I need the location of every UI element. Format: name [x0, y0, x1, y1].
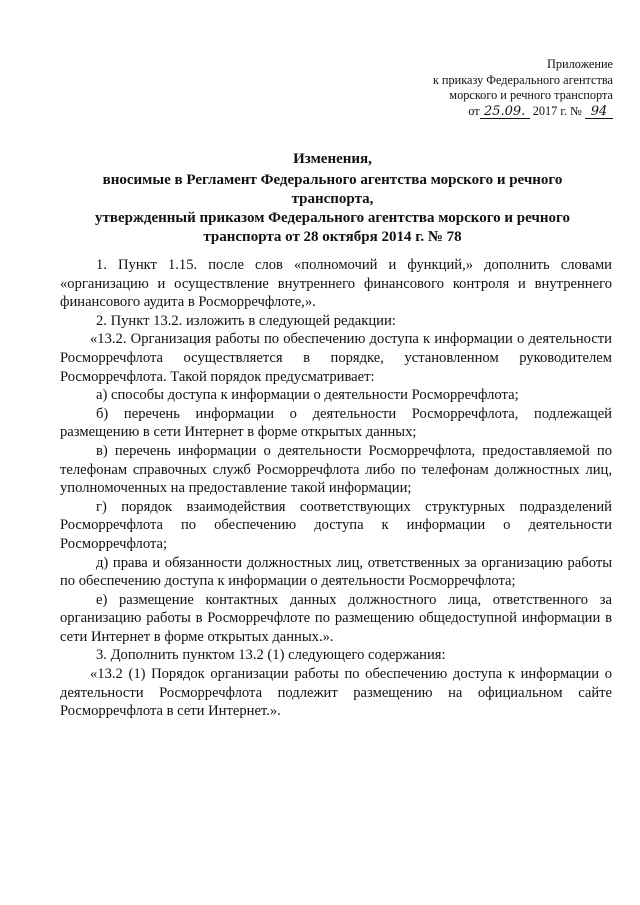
appendix-header: [383, 57, 613, 119]
paragraph-1: 1. Пункт 1.15. после слов «полномочий и функций,» дополнить словами «организацию и осуществление внутреннего финансового контроля и внутреннего финансового аудита в Росморречфлоте,».: [60, 257, 612, 311]
title-line-3: транспорта от 28 октября 2014 г. № 78: [203, 229, 462, 245]
handwritten-number: 94: [585, 105, 613, 119]
list-item-v: в) перечень информации о деятельности Росморречфлота, предоставляемой по телефонам справочных служб Росморречфлота либо по телефонам должностных лиц, уполномоченных на предоставление такой информации;: [60, 442, 612, 497]
appendix-order-ref: к приказу Федерального агентства: [432, 72, 613, 87]
appendix-date-line: [383, 104, 613, 120]
handwritten-date: 25.09.: [480, 105, 530, 119]
title-line-1: вносимые в Регламент Федерального агентства морского и речного транспорта,: [102, 172, 563, 207]
appendix-label: Приложение: [547, 57, 613, 71]
paragraph-2: 2. Пункт 13.2. изложить в следующей редакции:: [96, 312, 396, 329]
list-item-e: е) размещение контактных данных должностного лица, ответственного за организацию работы в Росморречфлоте по размещению общедоступной информации в сети Интернет в форме открытых данных.».: [60, 591, 612, 645]
document-body: [60, 256, 612, 721]
list-item-d: д) права и обязанности должностных лиц, ответственных за организацию работы по обеспечению доступа к информации о деятельности Росморречфлота;: [60, 554, 612, 590]
document-title: [60, 150, 605, 247]
year-text: 2017 г. №: [532, 103, 582, 118]
list-item-g: г) порядок взаимодействия соответствующих структурных подразделений Росморречфлота по обеспечению доступа к информации о деятельности Росморречфлота;: [60, 498, 612, 552]
paragraph-3-heading: 3. Дополнить пунктом 13.2 (1) следующего содержания:: [96, 647, 446, 664]
date-prefix: от: [468, 103, 480, 118]
paragraph-13-2-1: «13.2 (1) Порядок организации работы по обеспечению доступа к информации о деятельности Росморречфлота подлежит размещению на официальном сайте Росморречфлота в сети Интернет.».: [60, 666, 612, 720]
appendix-agency: морского и речного транспорта: [449, 88, 613, 102]
paragraph-3: «13.2. Организация работы по обеспечению доступа к информации о деятельности Росморречфлота осуществляется в порядке, установленном руководителем Росморречфлота. Такой порядок предусматривает:: [60, 331, 612, 385]
title-line-2: утвержденный приказом Федерального агентства морского и речного: [95, 210, 570, 226]
list-item-b: б) перечень информации о деятельности Росморречфлота, подлежащей размещению в сети Интернет в форме открытых данных;: [60, 405, 612, 441]
title-main: Изменения,: [293, 151, 372, 167]
list-item-a: а) способы доступа к информации о деятельности Росморречфлота;: [96, 387, 519, 404]
